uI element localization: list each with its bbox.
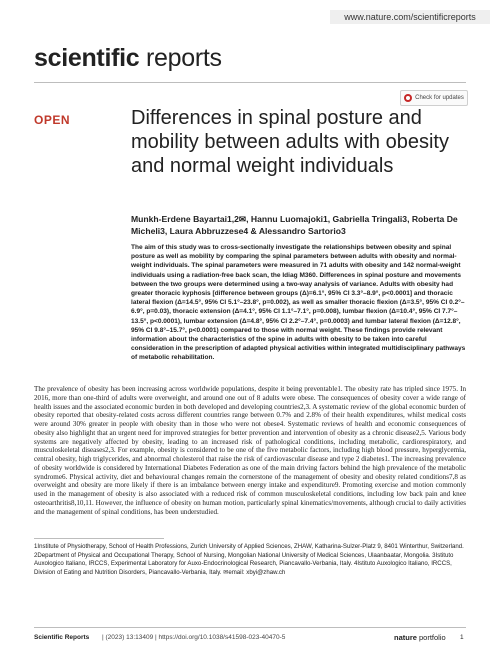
footer-citation[interactable]: | (2023) 13:13409 | https://doi.org/10.1038/s41598-023-40470-5 — [102, 634, 286, 641]
body-paragraph: The prevalence of obesity has been increasing across worldwide populations, despite it being preventable1. The obesity rate has tripled since 1975. In 2016, more than one-third of adults were overweight, and around one out of 8 adults were obese. The consequences of obesity cover a wide range of health issues and the associated economic burden in both developed and developing countries2,3. A systematic review of the global economic burden of obesity reported that obesity-related costs across different countries range between 0.7% and 2.8% of their health expenditures, whilst medical costs were around 30% greater in people with obesity than in those who were not obese4. Systematic reviews of health and economic consequences of obesity also highlight that an urgent need for improved strategies for better prevention and intervention of obesity as a chronic disease2,5. Various body systems are negatively affected by obesity, leading to an increased risk of pathological conditions, including metabolic, cardiorespiratory, and musculoskeletal diseases2,3. For example, obesity is considered to be one of the five metabolic factors, including high blood pressure, hyperglycemia, central obesity, high triglycerides, and abnormal cholesterol that raise the risk of cardiovascular disease and type 2 diabetes1. The increasing prevalence of obesity worldwide is considered by International Diabetes Federation as one of the main driving factors behind the high prevalence of the metabolic syndrome6. Physical activity, diet and behavioural changes remain the cornerstone of the management of obesity and obesity related conditions7,8 as overweight and obesity are more likely if there is an imbalance between energy intake and expenditure9. Promoting exercise and motion commonly used in the management of obesity is also associated with a reduced risk of common musculoskeletal conditions, including low back pain and knee osteoarthritis8,10,11. However, the influence of obesity on human motion, particularly spinal kinematics/movements, although crucial to daily activities and the management of spinal conditions, has been understudied. — [34, 385, 466, 516]
journal-logo-regular: reports — [139, 44, 222, 72]
journal-url[interactable]: www.nature.com/scientificreports — [330, 10, 490, 24]
publisher-logo-bold: nature — [394, 633, 417, 642]
publisher-logo — [394, 633, 446, 642]
article-title: Differences in spinal posture and mobility between adults with obesity and normal weight individuals — [131, 107, 449, 177]
footer-journal-name: Scientific Reports — [34, 634, 90, 641]
open-access-label: OPEN — [34, 113, 71, 127]
crossmark-icon — [404, 94, 412, 102]
publisher-logo-regular: portfolio — [416, 633, 446, 642]
journal-logo-bold: scientific — [34, 44, 140, 72]
footer-divider — [34, 627, 466, 628]
affiliations-footnote: 1Institute of Physiotherapy, School of Health Professions, Zurich University of Applied Sciences, ZHAW, Katharina-Sulzer-Platz 9, 8401 Winterthur, Switzerland. 2Department of Physical and Occupational Therapy, School of Nursing, Mongolian National University of Medical Sciences, Ulaanbaatar, Mongolia. 3Istituto Auxologico Italiano, IRCCS, Experimental Laboratory for Auxo-Endocrinological Research, Piancavallo-Verbania, Italy. 4Istituto Auxologico Italiano, IRCCS, Division of Eating and Nutrition Disorders, Piancavallo-Verbania, Italy. ✉email: xbyi@zhaw.ch — [34, 543, 464, 576]
footer-journal — [34, 634, 89, 641]
abstract: The aim of this study was to cross-sectionally investigate the relationships between obesity and spinal posture as well as mobility by comparing the spinal parameters between adults with obesity and normal-weight individuals. The spinal parameters were measured in 71 adults with obesity and 142 normal-weight individuals using a radiation-free back scan, the Idiag M360. Differences in spinal posture and movements between the two groups were determined using a two-way analysis of variance. Adults with obesity had greater thoracic kyphosis [difference between groups (Δ)=6.1°, 95% CI 3.3°–8.9°, p<0.0001] and thoracic lateral flexion (Δ=14.5°, 95% CI 5.1°–23.8°, p=0.002), as well as smaller thoracic flexion (Δ=3.5°, 95% CI 0.2°–6.9°, p=0.03), thoracic extension (Δ=4.1°, 95% CI 1.1°–7.1°, p=0.008), lumbar flexion (Δ=10.4°, 95% CI 7.7°–13.5°, p<0.0001), lumbar extension (Δ=4.8°, 95% CI 2.2°–7.4°, p=0.0003) and lumbar lateral flexion (Δ=12.8°, 95% CI 9.8°–15.7°, p<0.0001) compared to those with normal weight. These findings provide relevant information about the characteristics of the spine in adults with obesity to be taken into careful consideration in the prescription of adapted physical activities within integrated multidisciplinary pathways of metabolic rehabilitation. — [131, 244, 466, 362]
header-divider — [34, 82, 466, 83]
page-number: 1 — [460, 634, 464, 641]
journal-logo[interactable] — [34, 44, 222, 73]
footnote-divider — [34, 538, 164, 539]
check-for-updates-label: Check for updates — [415, 95, 464, 101]
author-list[interactable]: Munkh-Erdene Bayartai1,2✉, Hannu Luomajoki1, Gabriella Tringali3, Roberta De Micheli3, Laura Abbruzzese4 & Alessandro Sartorio3 — [131, 214, 458, 236]
check-for-updates-button[interactable] — [400, 90, 468, 106]
